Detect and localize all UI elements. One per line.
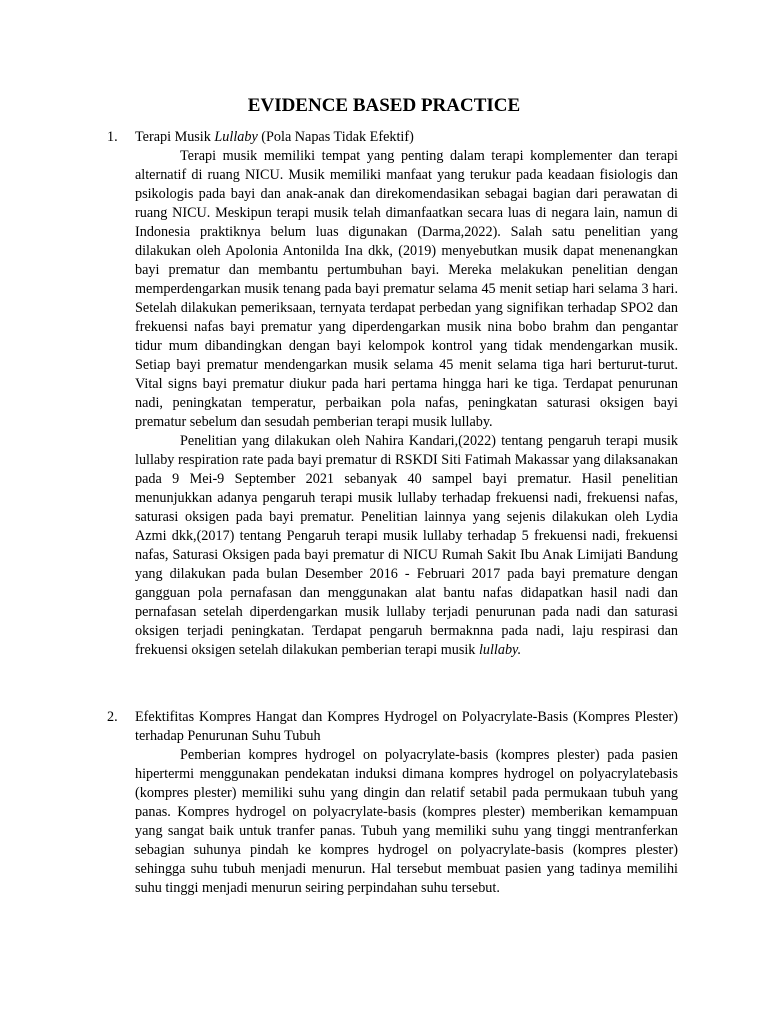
list-number: 2.	[107, 709, 118, 725]
list-item-1	[107, 128, 678, 660]
page-title: EVIDENCE BASED PRACTICE	[247, 95, 521, 116]
paragraph: Terapi musik memiliki tempat yang penting dalam terapi komplementer dan terapi alternatif di ruang NICU. Musik memiliki manfaat yang terukur pada keadaan fisiologis dan psikologis pada bayi dan anak-anak dan direkomendasikan sebagai bagian dari perawatan di ruang NICU. Meskipun terapi musik telah dimanfaatkan secara luas di negara lain, namun di Indonesia praktiknya belum luas digunakan (Darma,2022). Salah satu penelitian yang dilakukan oleh Apolonia Antonilda Ina dkk, (2019) menyebutkan musik dapat menenangkan bayi prematur dan membantu pertumbuhan bayi. Mereka melakukan penelitian dengan memperdengarkan musik tenang pada bayi prematur selama 45 menit setiap hari selama 3 hari. Setelah dilakukan pemeriksaan, ternyata terdapat perbedan yang signifikan terhadap SPO2 dan frekuensi nafas bayi prematur yang diperdengarkan musik nina bobo brahm dan pengantar tidur mum dibandingkan dengan bayi kelompok kontrol yang tidak mendengarkan musik. Setiap bayi prematur mendengarkan musik selama 45 menit selama tiga hari berturut-turut. Vital signs bayi prematur diukur pada hari pertama hingga hari ke tiga. Terdapat penurunan nadi, peningkatan temperatur, perbaikan pola nafas, peningkatan saturasi oksigen bayi prematur sebelum dan sesudah pemberian terapi musik lullaby.	[135, 148, 678, 430]
paragraph: Pemberian kompres hydrogel on polyacrylate-basis (kompres plester) pada pasien hipertermi menggunakan pendekatan induksi dimana kompres hydrogel on polyacrylatebasis (kompres plester) memiliki suhu yang dingin dan relatif setabil pada permukaan tubuh yang panas. Kompres hydrogel on polyacrylate-basis (kompres plester) memberikan kemampuan yang sangat baik untuk tranfer panas. Tubuh yang memiliki suhu yang tinggi mentranferkan sebagian suhunya pindah ke kompres hydrogel on polyacrylate-basis (kompres plester) sehingga suhu tubuh menjadi menurun. Hal tersebut membuat pasien yang tadinya memilihi suhu tinggi menjadi menurun seiring perpindahan suhu tersebut.	[135, 747, 678, 896]
paragraph: Penelitian yang dilakukan oleh Nahira Kandari,(2022) tentang pengaruh terapi musik lullaby respiration rate pada bayi prematur di RSKDI Siti Fatimah Makassar yang dilaksanakan pada 9 Mei-9 September 2021 sebanyak 40 sampel bayi prematur. Hasil penelitian menunjukkan adanya pengaruh terapi musik lullaby terhadap frekuensi nadi, frekuensi nafas, saturasi oksigen pada bayi prematur. Penelitian lainnya yang sejenis dilakukan oleh Lydia Azmi dkk,(2017) tentang Pengaruh terapi musik lullaby terhadap 5 frekuensi nadi, frekuensi nafas, Saturasi Oksigen pada bayi prematur di NICU Rumah Sakit Ibu Anak Limijati Bandung yang dilakukan pada bulan Desember 2016 - Februari 2017 pada bayi premature dengan gangguan pola pernafasan dan menggunakan alat bantu nafas didapatkan hasil nadi dan pernafasan setelah diperdengarkan musik lullaby terjadi penurunan pada nadi dan saturasi oksigen terjadi peningkatan. Terdapat pengaruh bermaknna pada nadi, laju respirasi dan frekuensi oksigen setelah dilakukan pemberian terapi musik lullaby.	[135, 433, 678, 658]
list-item-2	[107, 708, 678, 898]
list-number: 1.	[107, 129, 118, 145]
list-item-heading: Efektifitas Kompres Hangat dan Kompres Hydrogel on Polyacrylate-Basis (Kompres Plester) terhadap Penurunan Suhu Tubuh	[135, 709, 678, 744]
list-item-heading: Terapi Musik Lullaby (Pola Napas Tidak Efektif)	[135, 129, 414, 145]
